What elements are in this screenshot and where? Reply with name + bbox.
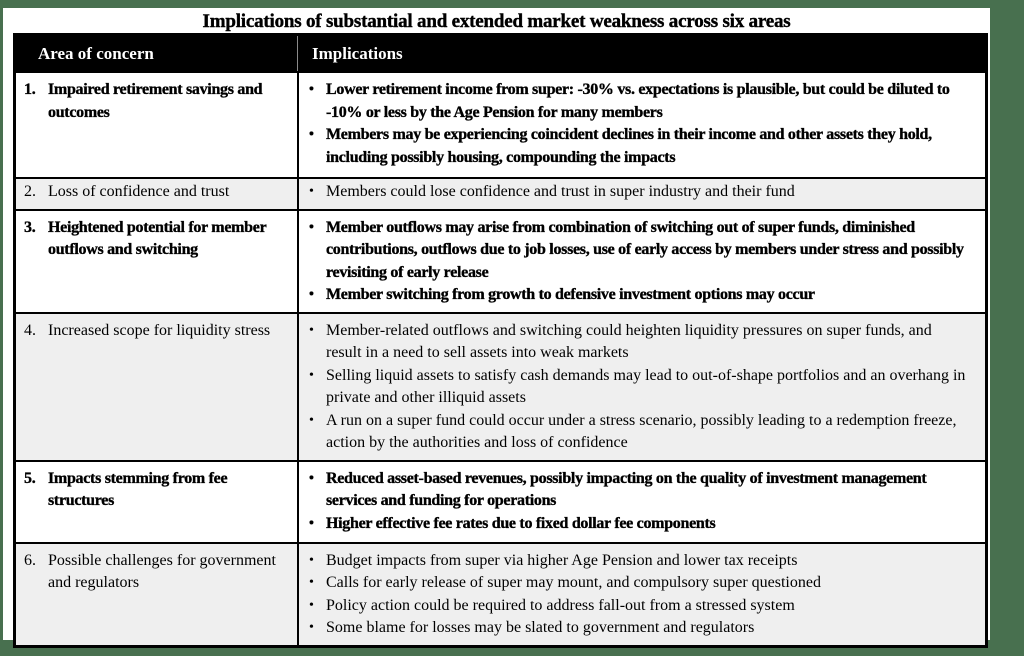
bullet-text: Members could lose confidence and trust in super industry and their fund [326,183,795,200]
row-number: 4. [24,321,36,339]
implications-cell [297,544,985,645]
bullet-item [309,550,971,573]
table-row-6 [16,542,985,645]
area-of-concern-text: Impacts stemming from fee structures [48,469,228,509]
bullet-text: Policy action could be required to address fall-out from a stressed system [326,596,795,614]
bullet-text: Selling liquid assets to satisfy cash demands may lead to out-of-shape portfolios and an overhang in private and other illiquid assets [326,366,966,406]
bullet-icon: • [309,367,314,383]
page-title: Implications of substantial and extended market weakness across six areas [202,11,791,32]
bullet-icon: • [309,287,314,302]
area-of-concern-text: Increased scope for liquidity stress [48,321,271,339]
table-row-3 [16,209,985,312]
bullet-item [309,284,971,307]
area-of-concern-entry [24,550,283,595]
table-row-5 [16,460,985,542]
row-number: 6. [24,551,36,569]
table-header-row [16,36,985,71]
bullet-item [309,468,971,513]
bullet-item [309,410,971,455]
area-of-concern-text: Loss of confidence and trust [48,183,230,200]
implications-cell [297,462,985,542]
bullet-text: Calls for early release of super may mount, and compulsory super questioned [326,574,821,591]
bullet-item [309,320,971,365]
implications-cell [297,179,985,209]
bullet-item [309,181,971,204]
bullet-text: Some blame for losses may be slated to government and regulators [326,619,755,636]
bullet-item [309,124,971,169]
bullet-item [309,217,971,285]
bullet-text: Member switching from growth to defensive investment options may occur [326,286,815,303]
area-of-concern-cell [16,179,297,209]
column-header-implications: Implications [297,36,985,71]
row-number: 2. [24,183,36,200]
area-of-concern-cell [16,314,297,460]
bullet-item [309,79,971,124]
bullet-item [309,572,971,595]
bullet-text: A run on a super fund could occur under a stress scenario, possibly leading to a redemption freeze, action by the authorities and loss of confidence [326,411,957,451]
bullet-icon: • [309,575,314,590]
area-of-concern-entry [24,217,283,262]
bullet-text: Member outflows may arise from combination of switching out of super funds, diminished contributions, outflows due to job losses, use of early access by members under stress and possibly revisiting of early release [326,218,964,281]
bullet-text: Higher effective fee rates due to fixed dollar fee components [326,514,716,532]
bullet-text: Reduced asset-based revenues, possibly impacting on the quality of investment management services and funding for operations [326,469,927,509]
bullet-icon: • [309,127,314,142]
bullet-icon: • [309,412,314,428]
row-number: 3. [24,218,36,236]
bullet-item [309,617,971,640]
column-header-area-of-concern: Area of concern [38,44,154,63]
bullet-icon: • [309,515,314,531]
bullet-item [309,365,971,410]
table-row-2 [16,177,985,209]
area-of-concern-text: Possible challenges for government and regulators [48,551,276,591]
bullet-text: Lower retirement income from super: -30% vs. expectations is plausible, but could be diluted to -10% or less by the Age Pension for many members [326,81,950,121]
table-body [16,71,985,645]
bullet-icon: • [309,470,314,486]
implications-cell [297,73,985,177]
area-of-concern-cell [16,544,297,645]
area-of-concern-text: Impaired retirement savings and outcomes [48,81,263,121]
bullet-icon: • [309,219,314,235]
area-of-concern-cell [16,73,297,177]
bullet-icon: • [309,620,314,635]
bullet-icon: • [309,322,314,338]
area-of-concern-entry [24,320,283,343]
content-sheet [3,8,990,640]
bullet-text: Members may be experiencing coincident declines in their income and other assets they hold, including possibly housing, compounding the impacts [326,126,932,166]
bullet-icon: • [309,184,314,199]
area-of-concern-cell [16,462,297,542]
bullet-icon: • [309,597,314,613]
bullet-text: Budget impacts from super via higher Age Pension and lower tax receipts [326,551,798,569]
table-row-4 [16,312,985,460]
implications-cell [297,314,985,460]
area-of-concern-text: Heightened potential for member outflows and switching [48,218,267,258]
bullet-item [309,513,971,536]
row-number: 1. [24,81,36,98]
implications-cell [297,211,985,312]
area-of-concern-entry [24,79,283,124]
area-of-concern-entry [24,181,283,204]
area-of-concern-cell [16,211,297,312]
bullet-item [309,595,971,618]
bullet-text: Member-related outflows and switching could heighten liquidity pressures on super funds, and result in a need to sell assets into weak markets [326,321,932,361]
bullet-icon: • [309,82,314,97]
bullet-icon: • [309,552,314,568]
area-of-concern-entry [24,468,283,513]
table-row-1 [16,71,985,177]
row-number: 5. [24,469,36,487]
implications-table [13,33,988,648]
